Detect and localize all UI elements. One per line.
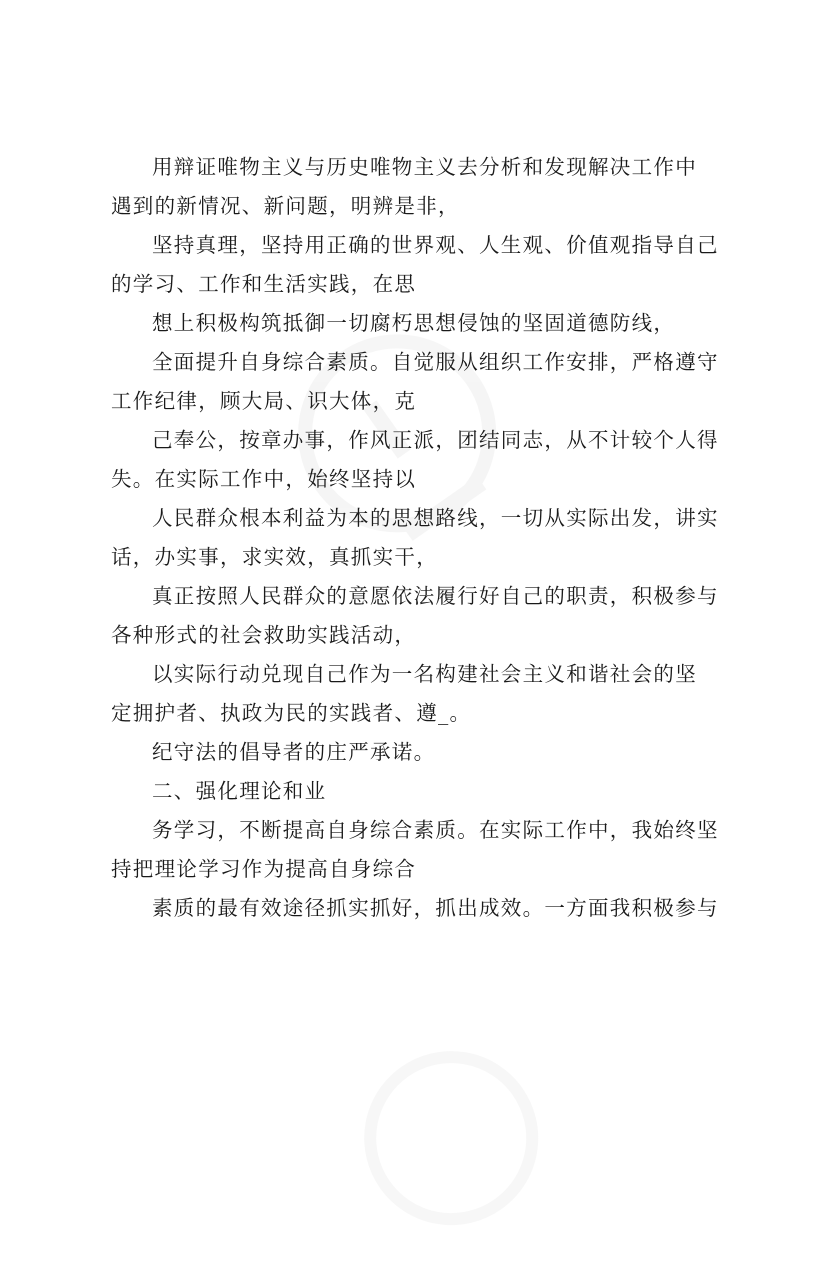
- text-line: 人民群众根本利益为本的思想路线，一切从实际出发，讲实: [152, 506, 719, 530]
- text-line: 己奉公，按章办事，作风正派，团结同志，从不计较个人得: [152, 428, 719, 452]
- text-line: 纪守法的倡导者的庄严承诺。: [152, 740, 436, 764]
- text-line: 二、强化理论和业: [152, 779, 327, 803]
- text-line: 持把理论学习作为提高自身综合: [111, 857, 417, 881]
- text-line: 失。在实际工作中，始终坚持以: [111, 467, 417, 491]
- text-line: 全面提升自身综合素质。自觉服从组织工作安排，严格遵守: [152, 350, 719, 374]
- text-line: 用辩证唯物主义与历史唯物主义去分析和发现解决工作中: [152, 155, 697, 179]
- document-body: [111, 148, 721, 928]
- text-line: 各种形式的社会救助实践活动，: [111, 623, 417, 647]
- text-line: 以实际行动兑现自己作为一名构建社会主义和谐社会的坚: [152, 662, 697, 686]
- text-line: 务学习，不断提高自身综合素质。在实际工作中，我始终坚: [152, 818, 719, 842]
- text-line: 遇到的新情况、新问题，明辨是非，: [111, 194, 460, 218]
- text-line: 工作纪律，顾大局、识大体，克: [111, 389, 417, 413]
- text-line: 的学习、工作和生活实践，在思: [111, 272, 417, 296]
- watermark-logo-bottom: [302, 997, 558, 1243]
- text-line: 真正按照人民群众的意愿依法履行好自己的职责，积极参与: [152, 584, 719, 608]
- text-line: 坚持真理，坚持用正确的世界观、人生观、价值观指导自己: [152, 233, 719, 257]
- text-line: 定拥护者、执政为民的实践者、遵_。: [111, 701, 472, 725]
- text-line: 想上积极构筑抵御一切腐朽思想侵蚀的坚固道德防线，: [152, 311, 676, 335]
- text-line: 素质的最有效途径抓实抓好，抓出成效。一方面我积极参与: [152, 896, 719, 920]
- text-line: 话，办实事，求实效，真抓实干，: [111, 545, 438, 569]
